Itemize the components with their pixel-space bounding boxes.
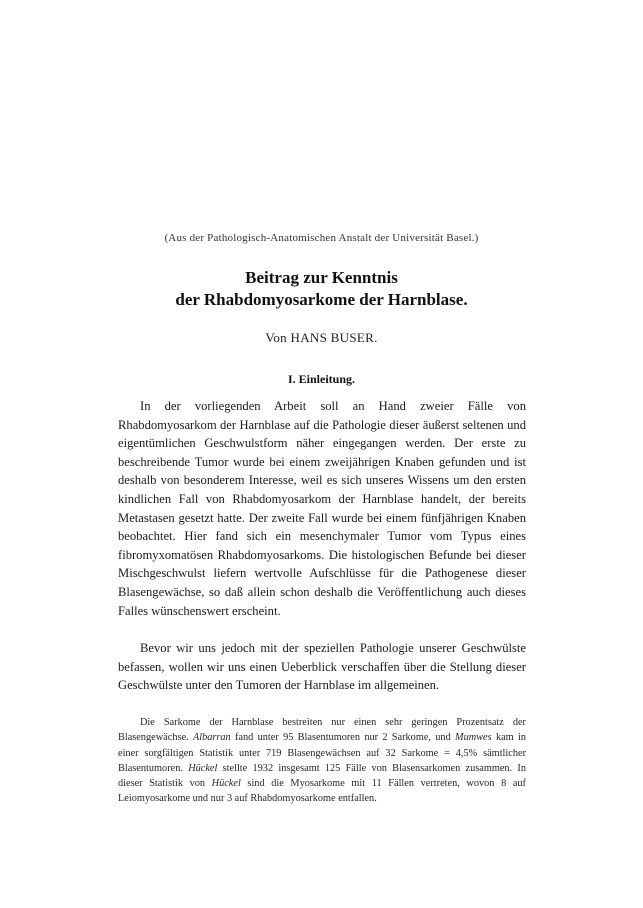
title-line-2: der Rhabdomyosarkome der Harnblase. xyxy=(175,290,468,309)
cited-author: Hückel xyxy=(188,762,218,774)
title-line-1: Beitrag zur Kenntnis xyxy=(245,268,398,287)
section-heading: I. Einleitung. xyxy=(287,372,356,386)
institute-line: (Aus der Pathologisch-Anatomischen Anstalt der Universität Basel.) xyxy=(164,232,479,244)
cited-author: Albarran xyxy=(192,732,231,744)
note-text: kam in einer sorgfältigen Statistik unter 719 Blasengewächsen auf 32 Sarkome = 4,5% sämtlicher Blasentumoren. xyxy=(118,732,526,774)
body-paragraph-1: In der vorliegenden Arbeit soll an Hand zweier Fälle von Rhabdomyosarkom der Harnblase auf die Pathologie dieser äußerst seltenen und eigentümlichen Geschwulstform näher eingegangen werden. Der erste zu beschreibende Tumor wurde bei einem zweijährigen Knaben gefunden und ist deshalb von besonderem Interesse, weil es sich unseres Wissens um den ersten kindlichen Fall von Rhabdomyosarkom der Harnblase handelt, der bereits Metastasen gesetzt hatte. Der zweite Fall wurde bei einem fünfjährigen Knaben beobachtet. Hier fand sich ein mesenchymaler Tumor vom Typus eines fibromyxomatösen Rhabdomyosarkoms. Die histologischen Befunde bei dieser Mischgeschwulst liefern wertvolle Aufschlüsse für die Pathogenese dieser Blasengewächse, so daß allein schon deshalb die Veröffentlichung auch dieses Falles wünschenswert erscheint. xyxy=(118,399,526,618)
note-text: fand unter 95 Blasentumoren nur 2 Sarkome, und xyxy=(230,732,456,744)
cited-author: Hückel xyxy=(211,778,241,790)
footnote-paragraph xyxy=(118,715,526,807)
body-paragraph-2: Bevor wir uns jedoch mit der speziellen Pathologie unserer Geschwülste befassen, wollen wir uns einen Ueberblick verschaffen über die Stellung dieser Geschwülste unter den Tumoren der Harnblase im allgemeinen. xyxy=(118,641,526,693)
note-text: Die Sarkome der Harnblase bestreiten nur einen sehr geringen Prozentsatz der Blasengewächse. xyxy=(118,717,526,744)
author-line: Von HANS BUSER. xyxy=(265,330,378,345)
note-text: sind die Myosarkome mit 11 Fällen vertreten, wovon 8 auf Leiomyosarkome und nur 3 auf Rhabdomyosarkome entfallen. xyxy=(118,778,526,805)
note-text: stellte 1932 insgesamt 125 Fälle von Blasensarkomen zusammen. In dieser Statistik von xyxy=(118,762,526,790)
cited-author: Mumwes xyxy=(455,732,492,744)
